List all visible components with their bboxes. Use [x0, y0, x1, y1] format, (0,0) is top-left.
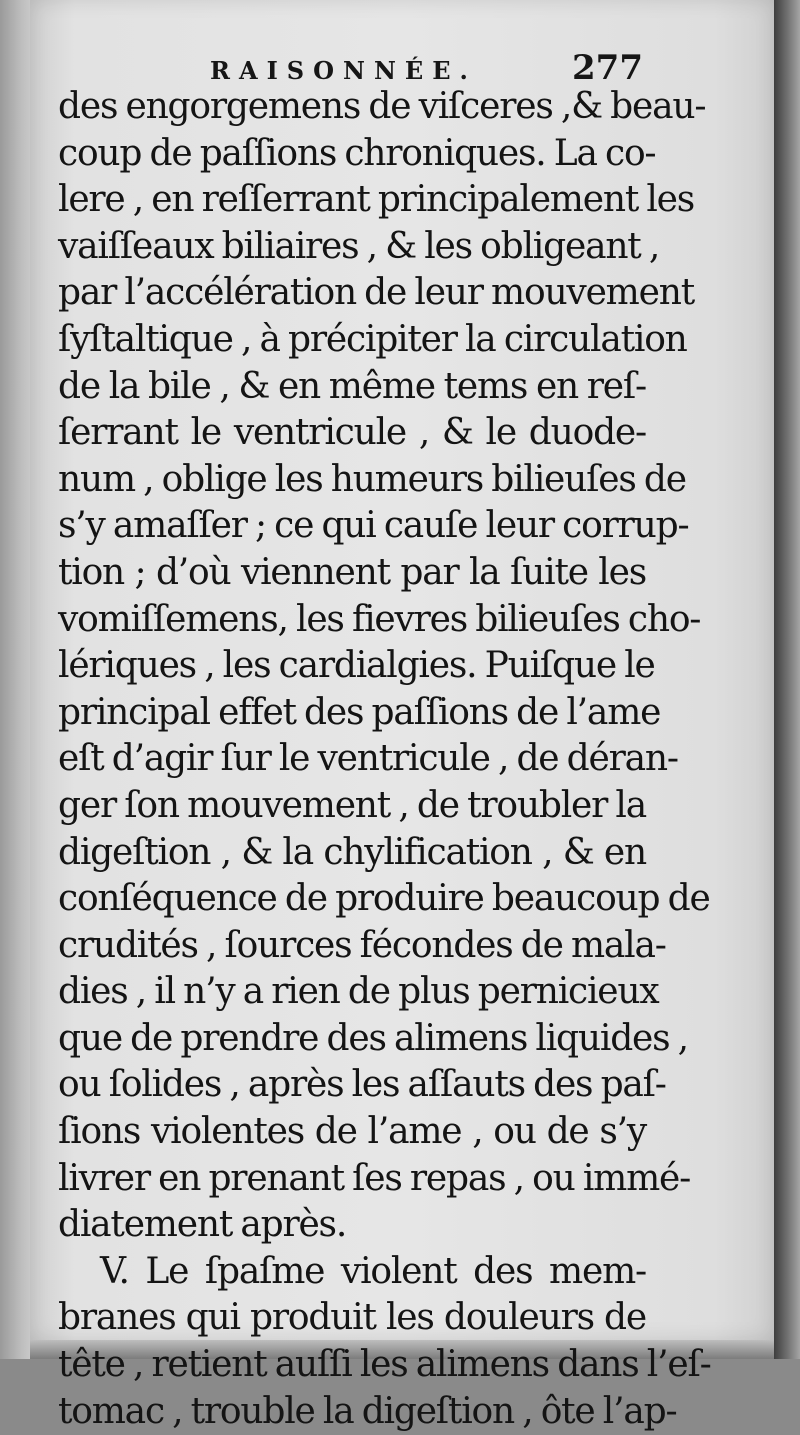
text-line: tion ; d’où viennent par la ſuite les	[58, 551, 646, 593]
text-line: ſerrant le ventricule , & le duode-	[58, 412, 646, 454]
paragraph-end-line: diatement après.	[58, 1204, 347, 1246]
text-line: lériques , les cardialgies. Puiſque le	[58, 645, 655, 687]
text-line: tête , retient auſſi les alimens dans l’eſ-	[58, 1344, 711, 1386]
text-line: ſyſtaltique , à précipiter la circulation	[58, 318, 687, 360]
text-line: crudités , ſources fécondes de mala-	[58, 924, 666, 966]
text-line: tomac , trouble la digeſtion , ôte l’ap-	[58, 1390, 677, 1432]
text-line: de la bile , & en même tems en reſ-	[58, 365, 646, 407]
text-line: livrer en prenant ſes repas , ou immé-	[58, 1157, 691, 1199]
text-line: eſt d’agir ſur le ventricule , de déran-	[58, 738, 678, 780]
paragraph-start-line: V. Le ſpaſme violent des mem-	[100, 1250, 646, 1292]
text-line: num , oblige les humeurs bilieuſes de	[58, 458, 686, 500]
text-line: coup de paſſions chroniques. La co-	[58, 132, 656, 174]
text-line: digeſtion , & la chylification , & en	[58, 831, 646, 873]
text-line: ou ſolides , après les aſſauts des paſ-	[58, 1064, 666, 1106]
text-line: vaiſſeaux biliaires , & les obligeant ,	[58, 225, 660, 267]
text-line: branes qui produit les douleurs de	[58, 1297, 646, 1339]
text-line: vomiſſemens, les fievres bilieuſes cho-	[58, 598, 701, 640]
text-line: par l’accélération de leur mouvement	[58, 272, 694, 314]
text-line: principal effet des paſſions de l’ame	[58, 691, 661, 733]
body-text	[58, 84, 711, 1435]
text-line: lere , en reſſerrant principalement les	[58, 179, 695, 221]
running-head: RAISONNÉE.	[210, 56, 477, 85]
text-line: dies , il n’y a rien de plus pernicieux	[58, 971, 659, 1013]
text-line: s’y amaſſer ; ce qui cauſe leur corrup-	[58, 505, 689, 547]
page-edge	[774, 0, 800, 1359]
text-line: que de prendre des alimens liquides ,	[58, 1017, 688, 1059]
text-line: conſéquence de produire beaucoup de	[58, 878, 710, 920]
text-line: ſions violentes de l’ame , ou de s’y	[58, 1111, 646, 1153]
text-line: des engorgemens de viſceres ,& beau-	[58, 86, 706, 127]
text-line: ger ſon mouvement , de troubler la	[58, 784, 646, 826]
page-number: 277	[572, 48, 643, 88]
